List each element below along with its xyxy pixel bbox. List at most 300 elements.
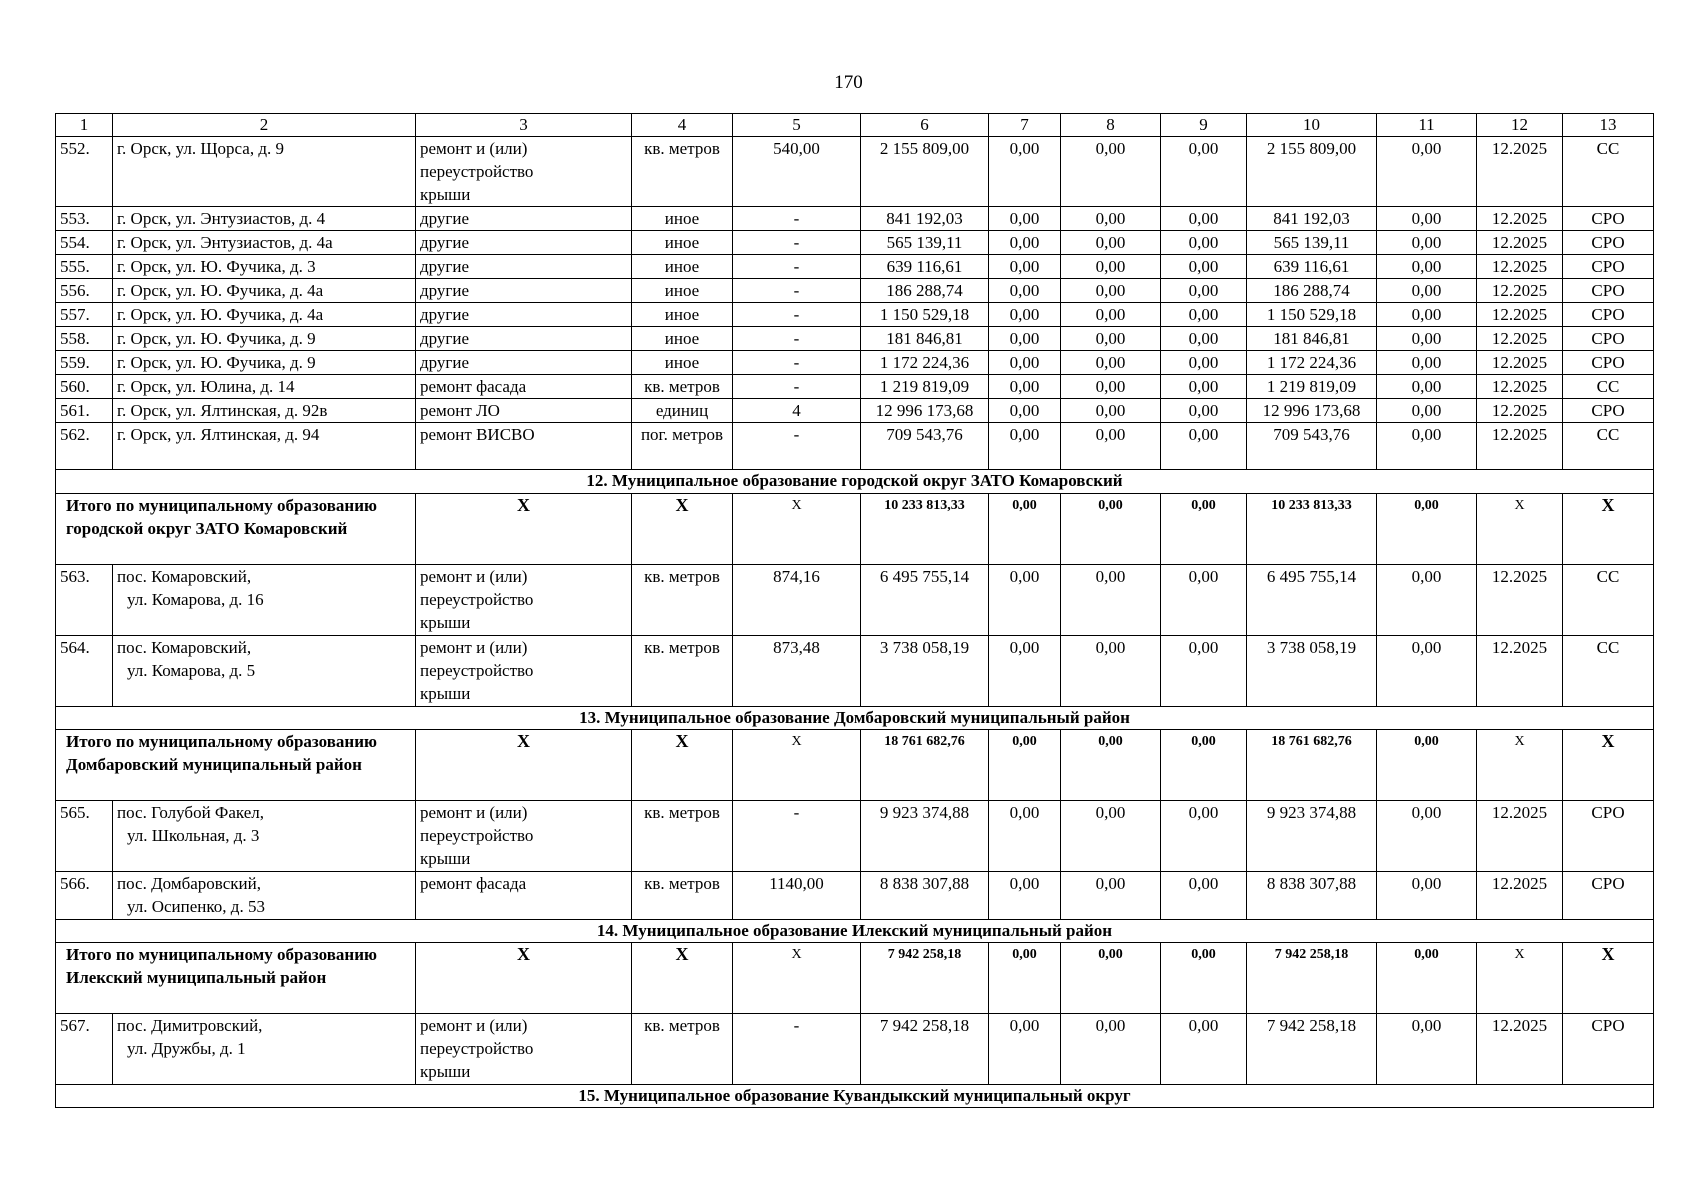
section-header-row [56,707,1654,730]
table-row [56,303,1654,327]
col10-cell: 6 495 755,14 [1247,565,1377,636]
address-cell [113,872,416,920]
row-number: 565. [56,801,113,872]
address-line: г. Орск, ул. Энтузиастов, д. 4а [117,233,333,252]
unit-cell: иное [632,351,733,375]
x-mark: X [632,494,733,565]
total-cost-cell: 565 139,11 [861,231,989,255]
col10-cell: 186 288,74 [1247,279,1377,303]
col7-cell: 0,00 [989,801,1061,872]
col8-cell: 0,00 [1061,423,1161,470]
funding-source-cell: СС [1563,423,1654,470]
table-row [56,801,1654,872]
col8-cell: 0,00 [1061,399,1161,423]
col7-cell: 0,00 [989,375,1061,399]
total-cost-cell: 6 495 755,14 [861,565,989,636]
unit-cell: кв. метров [632,801,733,872]
subtotal-total-cost: 18 761 682,76 [861,730,989,801]
address-cell [113,351,416,375]
col9-cell: 0,00 [1161,801,1247,872]
col8-cell: 0,00 [1061,231,1161,255]
completion-date-cell: 12.2025 [1477,801,1563,872]
subtotal-total-cost: 7 942 258,18 [861,943,989,1014]
quantity-cell: - [733,423,861,470]
address-line: ул. Комарова, д. 16 [127,590,264,609]
work-type-line: крыши [420,185,471,204]
work-type-cell [416,801,632,872]
address-line: г. Орск, ул. Энтузиастов, д. 4 [117,209,326,228]
subtotal-col11: 0,00 [1377,730,1477,801]
work-type-cell [416,872,632,920]
col10-cell: 1 150 529,18 [1247,303,1377,327]
section-header-row [56,470,1654,494]
col8-cell: 0,00 [1061,207,1161,231]
address-line: пос. Комаровский, [117,567,252,586]
funding-source-cell: СРО [1563,303,1654,327]
work-type-cell [416,636,632,707]
col7-cell: 0,00 [989,279,1061,303]
col8-cell: 0,00 [1061,327,1161,351]
col11-cell: 0,00 [1377,375,1477,399]
completion-date-cell: 12.2025 [1477,279,1563,303]
subtotal-col7: 0,00 [989,943,1061,1014]
subtotal-col11: 0,00 [1377,943,1477,1014]
table-row [56,279,1654,303]
col9-cell: 0,00 [1161,399,1247,423]
x-mark: X [1477,943,1563,1014]
work-type-line: ремонт и (или) [420,567,528,586]
work-type-cell [416,423,632,470]
quantity-cell: - [733,279,861,303]
work-type-cell [416,399,632,423]
table-row [56,1014,1654,1085]
table-row [56,872,1654,920]
col11-cell: 0,00 [1377,1014,1477,1085]
work-type-cell [416,279,632,303]
col7-cell: 0,00 [989,636,1061,707]
unit-cell: кв. метров [632,872,733,920]
subtotal-col8: 0,00 [1061,494,1161,565]
col9-cell: 0,00 [1161,255,1247,279]
work-type-line: ремонт фасада [420,377,527,396]
unit-cell: иное [632,327,733,351]
table-row [56,375,1654,399]
col11-cell: 0,00 [1377,399,1477,423]
section-header-row [56,1085,1654,1108]
completion-date-cell: 12.2025 [1477,303,1563,327]
address-line: г. Орск, ул. Ю. Фучика, д. 9 [117,329,316,348]
total-cost-cell: 12 996 173,68 [861,399,989,423]
col-header: 2 [113,114,416,137]
row-number: 566. [56,872,113,920]
col7-cell: 0,00 [989,565,1061,636]
col9-cell: 0,00 [1161,231,1247,255]
work-type-line: переустройство [420,1039,534,1058]
col7-cell: 0,00 [989,327,1061,351]
row-number: 563. [56,565,113,636]
total-cost-cell: 2 155 809,00 [861,137,989,207]
col-header: 4 [632,114,733,137]
col11-cell: 0,00 [1377,351,1477,375]
address-line: ул. Комарова, д. 5 [127,661,256,680]
col8-cell: 0,00 [1061,137,1161,207]
address-line: г. Орск, ул. Ю. Фучика, д. 4а [117,305,324,324]
total-cost-cell: 1 172 224,36 [861,351,989,375]
col-header: 10 [1247,114,1377,137]
work-type-cell [416,303,632,327]
col9-cell: 0,00 [1161,351,1247,375]
col9-cell: 0,00 [1161,565,1247,636]
unit-cell: иное [632,255,733,279]
col8-cell: 0,00 [1061,255,1161,279]
address-line: г. Орск, ул. Щорса, д. 9 [117,139,284,158]
address-cell [113,375,416,399]
subtotal-col8: 0,00 [1061,943,1161,1014]
x-mark: X [632,943,733,1014]
completion-date-cell: 12.2025 [1477,399,1563,423]
work-type-cell [416,565,632,636]
funding-source-cell: СРО [1563,279,1654,303]
total-cost-cell: 186 288,74 [861,279,989,303]
completion-date-cell: 12.2025 [1477,565,1563,636]
col8-cell: 0,00 [1061,801,1161,872]
x-mark: X [1563,730,1654,801]
row-number: 561. [56,399,113,423]
unit-cell: иное [632,303,733,327]
col9-cell: 0,00 [1161,303,1247,327]
subtotal-col7: 0,00 [989,730,1061,801]
subtotal-row [56,494,1654,565]
subtotal-col8: 0,00 [1061,730,1161,801]
address-line: ул. Школьная, д. 3 [127,826,260,845]
table-row [56,231,1654,255]
completion-date-cell: 12.2025 [1477,137,1563,207]
funding-source-cell: СРО [1563,327,1654,351]
completion-date-cell: 12.2025 [1477,423,1563,470]
total-cost-cell: 181 846,81 [861,327,989,351]
unit-cell: кв. метров [632,375,733,399]
work-type-line: ремонт и (или) [420,1016,528,1035]
work-type-line: крыши [420,849,471,868]
quantity-cell: - [733,375,861,399]
total-cost-cell: 841 192,03 [861,207,989,231]
col7-cell: 0,00 [989,423,1061,470]
work-type-line: другие [420,257,470,276]
address-cell [113,1014,416,1085]
address-line: пос. Комаровский, [117,638,252,657]
subtotal-label: Итого по муниципальному образованию Илекский муниципальный район [56,943,416,1014]
col7-cell: 0,00 [989,351,1061,375]
col11-cell: 0,00 [1377,303,1477,327]
work-type-cell [416,1014,632,1085]
address-line: г. Орск, ул. Ялтинская, д. 94 [117,425,320,444]
work-type-cell [416,255,632,279]
table-row [56,351,1654,375]
address-cell [113,636,416,707]
work-type-line: другие [420,209,470,228]
work-type-line: переустройство [420,826,534,845]
row-number: 558. [56,327,113,351]
funding-source-cell: СРО [1563,351,1654,375]
col-header: 3 [416,114,632,137]
unit-cell: иное [632,231,733,255]
unit-cell: кв. метров [632,1014,733,1085]
row-number: 560. [56,375,113,399]
col8-cell: 0,00 [1061,565,1161,636]
address-cell [113,399,416,423]
funding-source-cell: СРО [1563,801,1654,872]
col8-cell: 0,00 [1061,279,1161,303]
address-line: пос. Домбаровский, [117,874,261,893]
work-type-line: ремонт и (или) [420,638,528,657]
subtotal-col10: 18 761 682,76 [1247,730,1377,801]
x-mark: X [1563,943,1654,1014]
col10-cell: 8 838 307,88 [1247,872,1377,920]
col11-cell: 0,00 [1377,207,1477,231]
work-type-line: ремонт фасада [420,874,527,893]
subtotal-row [56,943,1654,1014]
section-title: 13. Муниципальное образование Домбаровский муниципальный район [56,707,1654,730]
row-number: 554. [56,231,113,255]
work-type-cell [416,207,632,231]
work-type-line: другие [420,281,470,300]
col-header: 6 [861,114,989,137]
unit-cell: кв. метров [632,137,733,207]
x-mark: X [416,943,632,1014]
completion-date-cell: 12.2025 [1477,351,1563,375]
work-type-line: ремонт и (или) [420,139,528,158]
total-cost-cell: 9 923 374,88 [861,801,989,872]
subtotal-col9: 0,00 [1161,943,1247,1014]
funding-source-cell: СРО [1563,255,1654,279]
col8-cell: 0,00 [1061,375,1161,399]
row-number: 557. [56,303,113,327]
work-type-line: крыши [420,1062,471,1081]
col10-cell: 709 543,76 [1247,423,1377,470]
x-mark: X [416,730,632,801]
col9-cell: 0,00 [1161,872,1247,920]
unit-cell: единиц [632,399,733,423]
funding-source-cell: СС [1563,565,1654,636]
funding-source-cell: СС [1563,636,1654,707]
col7-cell: 0,00 [989,303,1061,327]
col-header: 11 [1377,114,1477,137]
total-cost-cell: 639 116,61 [861,255,989,279]
work-type-cell [416,231,632,255]
subtotal-col11: 0,00 [1377,494,1477,565]
address-line: г. Орск, ул. Ю. Фучика, д. 3 [117,257,316,276]
col7-cell: 0,00 [989,207,1061,231]
col8-cell: 0,00 [1061,351,1161,375]
quantity-cell: - [733,303,861,327]
col10-cell: 9 923 374,88 [1247,801,1377,872]
address-cell [113,231,416,255]
col-header: 7 [989,114,1061,137]
work-type-line: переустройство [420,661,534,680]
row-number: 556. [56,279,113,303]
address-cell [113,565,416,636]
section-title: 15. Муниципальное образование Кувандыкский муниципальный округ [56,1085,1654,1108]
work-type-line: ремонт ЛО [420,401,500,420]
address-cell [113,327,416,351]
col10-cell: 7 942 258,18 [1247,1014,1377,1085]
col9-cell: 0,00 [1161,375,1247,399]
unit-cell: кв. метров [632,565,733,636]
quantity-cell: - [733,207,861,231]
unit-cell: кв. метров [632,636,733,707]
completion-date-cell: 12.2025 [1477,255,1563,279]
table-row [56,255,1654,279]
col11-cell: 0,00 [1377,636,1477,707]
quantity-cell: 873,48 [733,636,861,707]
table-row [56,207,1654,231]
table-row [56,565,1654,636]
col7-cell: 0,00 [989,137,1061,207]
address-line: г. Орск, ул. Ялтинская, д. 92в [117,401,328,420]
quantity-cell: 4 [733,399,861,423]
col-header: 9 [1161,114,1247,137]
subtotal-total-cost: 10 233 813,33 [861,494,989,565]
funding-source-cell: СС [1563,137,1654,207]
col10-cell: 1 172 224,36 [1247,351,1377,375]
col11-cell: 0,00 [1377,279,1477,303]
address-cell [113,279,416,303]
quantity-cell: - [733,801,861,872]
completion-date-cell: 12.2025 [1477,375,1563,399]
work-type-line: ремонт ВИСВО [420,425,535,444]
col9-cell: 0,00 [1161,423,1247,470]
work-type-line: другие [420,233,470,252]
work-type-cell [416,375,632,399]
col10-cell: 841 192,03 [1247,207,1377,231]
table-body [56,114,1654,1108]
col10-cell: 639 116,61 [1247,255,1377,279]
subtotal-label: Итого по муниципальному образованию городской округ ЗАТО Комаровский [56,494,416,565]
col8-cell: 0,00 [1061,872,1161,920]
x-mark: X [1477,494,1563,565]
subtotal-col9: 0,00 [1161,730,1247,801]
row-number: 562. [56,423,113,470]
work-type-line: другие [420,305,470,324]
total-cost-cell: 1 150 529,18 [861,303,989,327]
address-line: г. Орск, ул. Ю. Фучика, д. 9 [117,353,316,372]
table-row [56,423,1654,470]
address-line: пос. Димитровский, [117,1016,263,1035]
col-header: 12 [1477,114,1563,137]
funding-source-cell: СС [1563,375,1654,399]
address-line: г. Орск, ул. Ю. Фучика, д. 4а [117,281,324,300]
col-header: 8 [1061,114,1161,137]
col9-cell: 0,00 [1161,207,1247,231]
quantity-cell: - [733,351,861,375]
row-number: 555. [56,255,113,279]
col-header: 13 [1563,114,1654,137]
completion-date-cell: 12.2025 [1477,327,1563,351]
x-mark: X [416,494,632,565]
col-header: 5 [733,114,861,137]
x-mark: X [733,730,861,801]
col9-cell: 0,00 [1161,327,1247,351]
x-mark: X [733,494,861,565]
page-number: 170 [834,72,863,93]
row-number: 559. [56,351,113,375]
address-line: ул. Дружбы, д. 1 [127,1039,246,1058]
unit-cell: иное [632,207,733,231]
completion-date-cell: 12.2025 [1477,231,1563,255]
address-cell [113,137,416,207]
subtotal-col7: 0,00 [989,494,1061,565]
col11-cell: 0,00 [1377,565,1477,636]
section-title: 14. Муниципальное образование Илекский муниципальный район [56,920,1654,943]
col9-cell: 0,00 [1161,279,1247,303]
col11-cell: 0,00 [1377,255,1477,279]
address-cell [113,303,416,327]
address-cell [113,801,416,872]
x-mark: X [733,943,861,1014]
col11-cell: 0,00 [1377,423,1477,470]
table-row [56,636,1654,707]
subtotal-col10: 10 233 813,33 [1247,494,1377,565]
work-type-cell [416,351,632,375]
column-number-header [56,114,1654,137]
row-number: 552. [56,137,113,207]
col7-cell: 0,00 [989,399,1061,423]
col11-cell: 0,00 [1377,137,1477,207]
row-number: 564. [56,636,113,707]
work-type-line: переустройство [420,590,534,609]
funding-source-cell: СРО [1563,399,1654,423]
col11-cell: 0,00 [1377,872,1477,920]
table-row [56,137,1654,207]
section-header-row [56,920,1654,943]
col-header: 1 [56,114,113,137]
address-line: ул. Осипенко, д. 53 [127,897,265,916]
quantity-cell: - [733,1014,861,1085]
address-line: г. Орск, ул. Юлина, д. 14 [117,377,295,396]
col9-cell: 0,00 [1161,636,1247,707]
quantity-cell: - [733,231,861,255]
row-number: 567. [56,1014,113,1085]
work-type-line: ремонт и (или) [420,803,528,822]
col9-cell: 0,00 [1161,1014,1247,1085]
address-line: пос. Голубой Факел, [117,803,265,822]
col10-cell: 12 996 173,68 [1247,399,1377,423]
address-cell [113,207,416,231]
total-cost-cell: 1 219 819,09 [861,375,989,399]
work-type-line: другие [420,329,470,348]
unit-cell: иное [632,279,733,303]
work-type-line: крыши [420,613,471,632]
work-type-cell [416,137,632,207]
subtotal-row [56,730,1654,801]
work-type-line: крыши [420,684,471,703]
funding-source-cell: СРО [1563,207,1654,231]
col7-cell: 0,00 [989,255,1061,279]
col8-cell: 0,00 [1061,1014,1161,1085]
address-cell [113,423,416,470]
col7-cell: 0,00 [989,1014,1061,1085]
x-mark: X [1563,494,1654,565]
x-mark: X [632,730,733,801]
table-row [56,327,1654,351]
address-cell [113,255,416,279]
quantity-cell: - [733,255,861,279]
work-type-line: другие [420,353,470,372]
quantity-cell: 874,16 [733,565,861,636]
col10-cell: 3 738 058,19 [1247,636,1377,707]
col10-cell: 181 846,81 [1247,327,1377,351]
quantity-cell: 1140,00 [733,872,861,920]
